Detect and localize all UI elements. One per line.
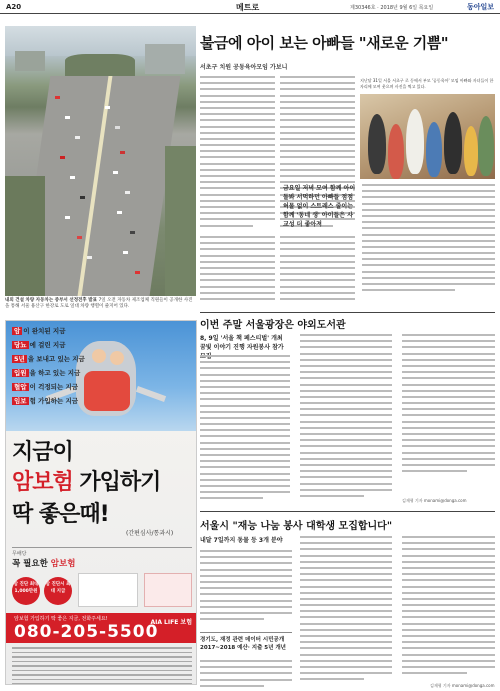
article1-byline: 서초구 치원 공동육아모임 가보니 xyxy=(200,64,288,71)
ad-product-card xyxy=(78,573,138,607)
ad-phone-number[interactable]: 080-205-5500 xyxy=(14,622,159,642)
ad-headline-2: 암보험 가입하기 xyxy=(12,470,161,495)
article1-subhead: 금요일 저녁 모여 함께 아이 돌봐 서먹하던 아빠들 점점 허물 없이 스트레스 줄이는 함께 '동네 생' 아이들은 사교성 더 좋아져 xyxy=(283,185,356,228)
article1-body-col5 xyxy=(362,184,495,304)
ad-phone-label: 암보험 가입하기 딱 좋은 지금, 전화주세요! xyxy=(14,616,108,622)
page-number: A20 xyxy=(6,3,22,11)
ad-headline-note: (간편심사/통과시) xyxy=(126,530,174,537)
traffic-photo-caption xyxy=(5,298,196,310)
caption-text: 7일 오전 자동차 제조업체 직원들이 공개한 사진을 통해 서울 용산구 한강로 도로 일대 차량 행렬이 줄지어 있다. xyxy=(5,298,193,309)
ad-brand-logo: AIA LIFE 보험 xyxy=(150,619,192,626)
article3-credit: 김재형 기자 monami@donga.com xyxy=(430,683,495,688)
ad-headline-3: 딱 좋은때! xyxy=(12,502,109,527)
ad-fine-print xyxy=(12,647,192,685)
article1-body-col3 xyxy=(200,236,275,308)
article3-body-col2 xyxy=(300,536,392,688)
ad-tag-3: 5년 을 보내고 있는 지금 xyxy=(14,355,85,363)
article3-subhead2: 경기도, 재정 관련 데이터 시민공개 2017~2018 예산· 지출 5년 개년 xyxy=(200,637,286,651)
ad-tag-2: 당뇨 에 걸린 지금 xyxy=(14,341,66,349)
article2-headline: 이번 주말 서울광장은 야외도서관 xyxy=(200,320,346,331)
article2-subhead: 8, 9일 '서울 책 페스티벌' 개최 꿈빛 이야기 진행 자원봉사 참가 xyxy=(200,335,284,351)
article1-headline: 불금에 아이 보는 아빠들 "새로운 기쁨" xyxy=(200,34,449,52)
article3-body-col3 xyxy=(402,536,495,686)
ad-product-brand: 무배당 xyxy=(12,551,27,557)
article2-body-col1 xyxy=(200,355,290,505)
ad-headline-1: 지금이 xyxy=(12,440,73,465)
article2-body-col2 xyxy=(300,334,392,505)
ad-badge-2: 암 진단시 최대 지급 xyxy=(44,577,72,605)
family-group-photo xyxy=(360,94,495,179)
article3-subhead: 내달 7일까지 동물 등 3개 분야 xyxy=(200,537,283,544)
section-divider-2 xyxy=(200,511,495,512)
section-name: 메트로 xyxy=(236,3,260,12)
insurance-advertisement[interactable] xyxy=(5,320,197,685)
subsection-divider xyxy=(200,632,292,633)
article1-body-col1 xyxy=(200,76,275,231)
article3-headline: 서울시 "재능 나눔 봉사 대학생 모집합니다" xyxy=(200,521,393,532)
article1-body-col4 xyxy=(280,236,355,308)
ad-tag-4: 입원 을 하고 있는 지금 xyxy=(14,369,81,377)
article3-body-col1b xyxy=(200,660,292,688)
ad-product-card-2 xyxy=(144,573,192,607)
article2-body-col3 xyxy=(402,334,495,494)
issue-date: 제30346호 · 2018년 9월 6일 목요일 xyxy=(350,5,434,11)
page-header xyxy=(0,0,500,14)
ad-product-title: 꼭 필요한 암보험 xyxy=(12,559,76,569)
ad-tag-5: 혈압 이 걱정되는 지금 xyxy=(14,383,79,391)
ad-phone-banner[interactable] xyxy=(6,613,197,643)
ad-tag-6: 임보 험 가입하는 지금 xyxy=(14,397,79,405)
publication-name: 동아일보 xyxy=(466,3,494,11)
article3-body-col1 xyxy=(200,550,292,628)
traffic-photo xyxy=(5,26,196,296)
section-divider xyxy=(200,312,495,313)
side-photo-caption: 지난달 31일 서울 서초구 로 동에서 부모 '공동육아' 모임 아빠와 자녀들이 한자리에 모여 웃으며 사진을 찍고 있다. xyxy=(360,78,494,89)
ad-tag-1: 암 이 완치된 지금 xyxy=(14,327,66,335)
ad-badge-1: 암 진단 최대 1,000만원 xyxy=(12,577,40,605)
article2-credit: 김재형 기자 monami@donga.com xyxy=(402,498,467,503)
caption-bold: 내외 건설 차량 자동차는 중부서 선정전후 발표 xyxy=(5,298,97,303)
